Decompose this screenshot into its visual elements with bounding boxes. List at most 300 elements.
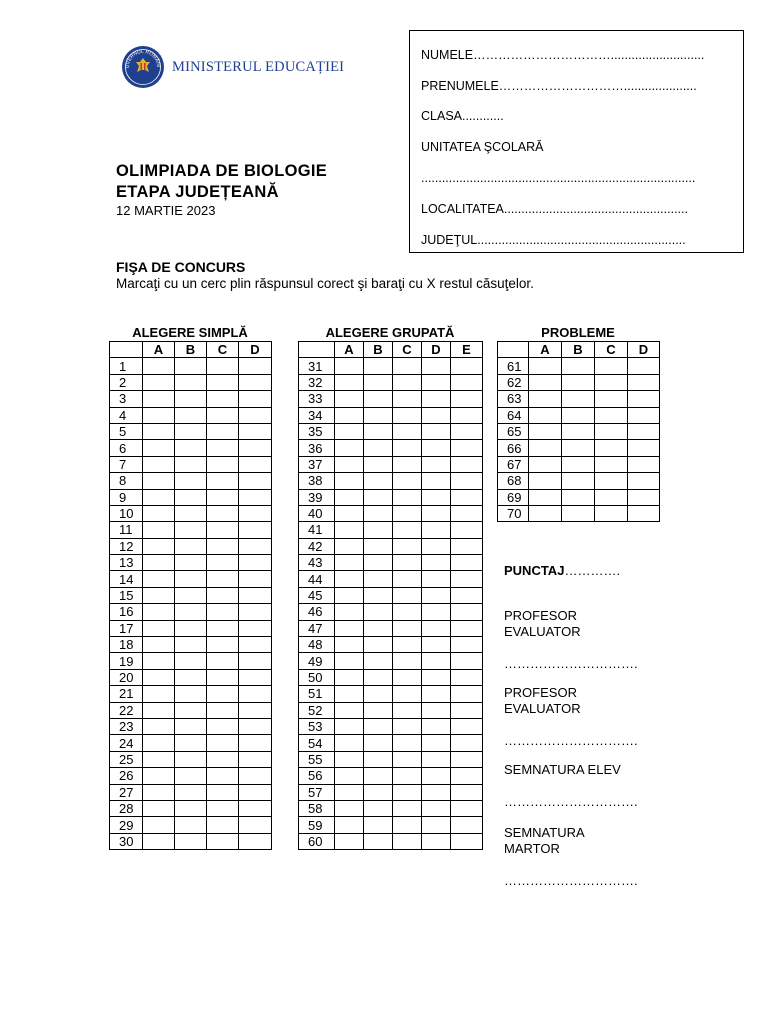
answer-cell-a[interactable]	[143, 604, 175, 620]
answer-cell-d[interactable]	[422, 391, 451, 407]
answer-cell-e[interactable]	[451, 505, 483, 521]
answer-cell-d[interactable]	[422, 473, 451, 489]
answer-cell-c[interactable]	[393, 440, 422, 456]
answer-cell-d[interactable]	[422, 440, 451, 456]
answer-cell-d[interactable]	[422, 407, 451, 423]
answer-cell-e[interactable]	[451, 653, 483, 669]
answer-cell-b[interactable]	[562, 391, 595, 407]
answer-cell-b[interactable]	[562, 374, 595, 390]
answer-cell-c[interactable]	[595, 505, 628, 521]
answer-cell-b[interactable]	[364, 489, 393, 505]
answer-cell-b[interactable]	[364, 800, 393, 816]
answer-cell-d[interactable]	[628, 407, 660, 423]
answer-cell-c[interactable]	[207, 669, 239, 685]
answer-cell-e[interactable]	[451, 489, 483, 505]
answer-cell-e[interactable]	[451, 555, 483, 571]
answer-cell-d[interactable]	[628, 423, 660, 439]
answer-cell-d[interactable]	[422, 456, 451, 472]
answer-cell-c[interactable]	[393, 768, 422, 784]
answer-cell-d[interactable]	[239, 604, 272, 620]
answer-cell-b[interactable]	[364, 407, 393, 423]
answer-cell-a[interactable]	[335, 833, 364, 849]
answer-cell-d[interactable]	[422, 784, 451, 800]
answer-cell-e[interactable]	[451, 800, 483, 816]
answer-cell-b[interactable]	[175, 637, 207, 653]
answer-cell-c[interactable]	[393, 555, 422, 571]
answer-cell-a[interactable]	[335, 374, 364, 390]
prof1-signature[interactable]: ………………………….	[504, 656, 638, 671]
answer-cell-b[interactable]	[175, 423, 207, 439]
answer-cell-a[interactable]	[335, 587, 364, 603]
answer-cell-e[interactable]	[451, 604, 483, 620]
answer-cell-b[interactable]	[364, 833, 393, 849]
answer-cell-c[interactable]	[207, 653, 239, 669]
answer-cell-d[interactable]	[239, 784, 272, 800]
answer-cell-e[interactable]	[451, 686, 483, 702]
answer-cell-c[interactable]	[393, 702, 422, 718]
answer-cell-b[interactable]	[175, 833, 207, 849]
answer-cell-e[interactable]	[451, 735, 483, 751]
answer-cell-d[interactable]	[422, 637, 451, 653]
answer-cell-c[interactable]	[393, 653, 422, 669]
answer-cell-d[interactable]	[422, 571, 451, 587]
answer-cell-c[interactable]	[393, 473, 422, 489]
answer-cell-e[interactable]	[451, 702, 483, 718]
answer-cell-a[interactable]	[335, 620, 364, 636]
answer-cell-c[interactable]	[207, 587, 239, 603]
answer-cell-a[interactable]	[335, 505, 364, 521]
answer-cell-c[interactable]	[207, 473, 239, 489]
prof2-signature[interactable]: ………………………….	[504, 733, 638, 748]
answer-cell-a[interactable]	[143, 653, 175, 669]
answer-cell-c[interactable]	[393, 538, 422, 554]
answer-cell-d[interactable]	[239, 391, 272, 407]
answer-cell-c[interactable]	[595, 358, 628, 374]
answer-cell-d[interactable]	[628, 391, 660, 407]
answer-cell-b[interactable]	[175, 587, 207, 603]
answer-cell-d[interactable]	[422, 686, 451, 702]
answer-cell-b[interactable]	[364, 604, 393, 620]
answer-cell-e[interactable]	[451, 538, 483, 554]
answer-cell-b[interactable]	[175, 489, 207, 505]
answer-cell-a[interactable]	[143, 473, 175, 489]
answer-cell-c[interactable]	[207, 538, 239, 554]
answer-cell-b[interactable]	[175, 669, 207, 685]
answer-cell-c[interactable]	[393, 571, 422, 587]
answer-cell-b[interactable]	[175, 505, 207, 521]
answer-cell-a[interactable]	[335, 440, 364, 456]
answer-cell-d[interactable]	[422, 669, 451, 685]
answer-cell-b[interactable]	[364, 587, 393, 603]
answer-cell-a[interactable]	[143, 505, 175, 521]
answer-cell-c[interactable]	[595, 407, 628, 423]
answer-cell-a[interactable]	[335, 489, 364, 505]
answer-cell-b[interactable]	[364, 817, 393, 833]
answer-cell-d[interactable]	[239, 669, 272, 685]
answer-cell-c[interactable]	[393, 489, 422, 505]
answer-cell-a[interactable]	[143, 440, 175, 456]
answer-cell-b[interactable]	[364, 538, 393, 554]
answer-cell-b[interactable]	[175, 800, 207, 816]
answer-cell-e[interactable]	[451, 440, 483, 456]
answer-cell-b[interactable]	[175, 538, 207, 554]
answer-cell-a[interactable]	[335, 702, 364, 718]
answer-cell-c[interactable]	[207, 833, 239, 849]
answer-cell-a[interactable]	[335, 637, 364, 653]
answer-cell-d[interactable]	[422, 751, 451, 767]
answer-cell-d[interactable]	[422, 423, 451, 439]
answer-cell-b[interactable]	[364, 456, 393, 472]
answer-cell-b[interactable]	[562, 489, 595, 505]
answer-cell-a[interactable]	[529, 358, 562, 374]
answer-cell-c[interactable]	[207, 784, 239, 800]
answer-cell-c[interactable]	[207, 358, 239, 374]
answer-cell-a[interactable]	[335, 735, 364, 751]
answer-cell-e[interactable]	[451, 718, 483, 734]
answer-cell-b[interactable]	[175, 391, 207, 407]
answer-cell-c[interactable]	[393, 751, 422, 767]
answer-cell-c[interactable]	[595, 473, 628, 489]
answer-cell-a[interactable]	[143, 538, 175, 554]
answer-cell-b[interactable]	[364, 669, 393, 685]
answer-cell-d[interactable]	[422, 817, 451, 833]
answer-cell-b[interactable]	[175, 735, 207, 751]
answer-cell-b[interactable]	[175, 358, 207, 374]
answer-cell-d[interactable]	[239, 538, 272, 554]
answer-cell-d[interactable]	[422, 604, 451, 620]
answer-cell-c[interactable]	[393, 407, 422, 423]
answer-cell-b[interactable]	[364, 473, 393, 489]
answer-cell-c[interactable]	[393, 456, 422, 472]
answer-cell-b[interactable]	[364, 784, 393, 800]
answer-cell-c[interactable]	[207, 817, 239, 833]
answer-cell-e[interactable]	[451, 456, 483, 472]
answer-cell-c[interactable]	[393, 718, 422, 734]
answer-cell-b[interactable]	[364, 735, 393, 751]
answer-cell-a[interactable]	[529, 391, 562, 407]
answer-cell-d[interactable]	[239, 489, 272, 505]
answer-cell-c[interactable]	[207, 718, 239, 734]
answer-cell-d[interactable]	[239, 702, 272, 718]
answer-cell-b[interactable]	[175, 653, 207, 669]
field-localitatea[interactable]: LOCALITATEA.....................................................	[421, 202, 688, 216]
answer-cell-b[interactable]	[364, 751, 393, 767]
answer-cell-c[interactable]	[207, 620, 239, 636]
answer-cell-b[interactable]	[175, 407, 207, 423]
answer-cell-e[interactable]	[451, 407, 483, 423]
answer-cell-c[interactable]	[393, 669, 422, 685]
answer-cell-b[interactable]	[175, 751, 207, 767]
answer-cell-d[interactable]	[422, 538, 451, 554]
answer-cell-d[interactable]	[239, 620, 272, 636]
answer-cell-d[interactable]	[422, 587, 451, 603]
answer-cell-e[interactable]	[451, 374, 483, 390]
answer-cell-d[interactable]	[628, 489, 660, 505]
answer-cell-c[interactable]	[207, 768, 239, 784]
answer-cell-b[interactable]	[175, 784, 207, 800]
answer-cell-d[interactable]	[239, 571, 272, 587]
answer-cell-c[interactable]	[393, 587, 422, 603]
answer-cell-a[interactable]	[335, 473, 364, 489]
answer-cell-a[interactable]	[335, 768, 364, 784]
answer-cell-c[interactable]	[207, 686, 239, 702]
answer-cell-b[interactable]	[562, 423, 595, 439]
answer-cell-c[interactable]	[393, 522, 422, 538]
answer-cell-c[interactable]	[393, 604, 422, 620]
answer-cell-b[interactable]	[175, 620, 207, 636]
answer-cell-a[interactable]	[143, 637, 175, 653]
answer-cell-c[interactable]	[393, 817, 422, 833]
answer-cell-c[interactable]	[393, 505, 422, 521]
answer-cell-c[interactable]	[207, 489, 239, 505]
answer-cell-a[interactable]	[335, 358, 364, 374]
answer-cell-a[interactable]	[143, 669, 175, 685]
answer-cell-d[interactable]	[628, 440, 660, 456]
answer-cell-d[interactable]	[422, 374, 451, 390]
answer-cell-b[interactable]	[364, 358, 393, 374]
answer-cell-a[interactable]	[529, 489, 562, 505]
answer-cell-c[interactable]	[393, 800, 422, 816]
answer-cell-c[interactable]	[595, 391, 628, 407]
answer-cell-d[interactable]	[422, 833, 451, 849]
answer-cell-c[interactable]	[207, 800, 239, 816]
answer-cell-a[interactable]	[335, 538, 364, 554]
answer-cell-b[interactable]	[562, 358, 595, 374]
answer-cell-e[interactable]	[451, 833, 483, 849]
answer-cell-c[interactable]	[207, 522, 239, 538]
answer-cell-b[interactable]	[364, 637, 393, 653]
answer-cell-c[interactable]	[207, 407, 239, 423]
answer-cell-a[interactable]	[143, 718, 175, 734]
answer-cell-d[interactable]	[239, 440, 272, 456]
answer-cell-b[interactable]	[175, 768, 207, 784]
answer-cell-a[interactable]	[335, 817, 364, 833]
answer-cell-a[interactable]	[335, 423, 364, 439]
answer-cell-a[interactable]	[335, 391, 364, 407]
answer-cell-d[interactable]	[422, 522, 451, 538]
answer-cell-a[interactable]	[529, 456, 562, 472]
answer-cell-c[interactable]	[393, 374, 422, 390]
answer-cell-a[interactable]	[143, 587, 175, 603]
answer-cell-e[interactable]	[451, 637, 483, 653]
answer-cell-d[interactable]	[239, 718, 272, 734]
answer-cell-d[interactable]	[422, 489, 451, 505]
answer-cell-a[interactable]	[335, 653, 364, 669]
answer-cell-a[interactable]	[143, 800, 175, 816]
answer-cell-b[interactable]	[364, 653, 393, 669]
answer-cell-a[interactable]	[335, 555, 364, 571]
answer-cell-a[interactable]	[143, 522, 175, 538]
answer-cell-e[interactable]	[451, 620, 483, 636]
answer-cell-d[interactable]	[239, 833, 272, 849]
answer-cell-d[interactable]	[239, 423, 272, 439]
answer-cell-a[interactable]	[529, 505, 562, 521]
answer-cell-a[interactable]	[529, 407, 562, 423]
answer-cell-c[interactable]	[393, 637, 422, 653]
answer-cell-a[interactable]	[529, 374, 562, 390]
answer-cell-d[interactable]	[239, 800, 272, 816]
answer-cell-c[interactable]	[393, 620, 422, 636]
field-judetul[interactable]: JUDEŢUL............................................................	[421, 233, 686, 247]
answer-cell-a[interactable]	[335, 571, 364, 587]
answer-cell-c[interactable]	[207, 735, 239, 751]
answer-cell-c[interactable]	[207, 391, 239, 407]
answer-cell-d[interactable]	[239, 456, 272, 472]
answer-cell-b[interactable]	[175, 604, 207, 620]
answer-cell-b[interactable]	[175, 374, 207, 390]
answer-cell-d[interactable]	[422, 358, 451, 374]
answer-cell-b[interactable]	[175, 571, 207, 587]
answer-cell-b[interactable]	[175, 473, 207, 489]
answer-cell-d[interactable]	[422, 555, 451, 571]
answer-cell-c[interactable]	[595, 423, 628, 439]
answer-cell-d[interactable]	[422, 620, 451, 636]
answer-cell-b[interactable]	[364, 555, 393, 571]
answer-cell-a[interactable]	[335, 718, 364, 734]
answer-cell-c[interactable]	[393, 358, 422, 374]
field-unitatea[interactable]: ...............................................................................	[421, 171, 696, 185]
answer-cell-d[interactable]	[422, 702, 451, 718]
answer-cell-d[interactable]	[422, 505, 451, 521]
answer-cell-b[interactable]	[364, 718, 393, 734]
answer-cell-a[interactable]	[335, 751, 364, 767]
answer-cell-a[interactable]	[143, 391, 175, 407]
answer-cell-c[interactable]	[595, 374, 628, 390]
answer-cell-c[interactable]	[393, 423, 422, 439]
answer-cell-a[interactable]	[143, 784, 175, 800]
answer-cell-a[interactable]	[335, 604, 364, 620]
answer-cell-e[interactable]	[451, 784, 483, 800]
answer-cell-d[interactable]	[422, 800, 451, 816]
answer-cell-d[interactable]	[422, 718, 451, 734]
answer-cell-a[interactable]	[143, 833, 175, 849]
answer-cell-b[interactable]	[364, 423, 393, 439]
answer-cell-b[interactable]	[562, 473, 595, 489]
answer-cell-b[interactable]	[364, 505, 393, 521]
answer-cell-c[interactable]	[207, 637, 239, 653]
answer-cell-d[interactable]	[628, 456, 660, 472]
field-prenumele[interactable]: PRENUMELE………………………….....................	[421, 79, 697, 93]
answer-cell-c[interactable]	[207, 555, 239, 571]
answer-cell-a[interactable]	[335, 669, 364, 685]
answer-cell-b[interactable]	[364, 768, 393, 784]
answer-cell-a[interactable]	[529, 440, 562, 456]
answer-cell-a[interactable]	[335, 686, 364, 702]
answer-cell-b[interactable]	[364, 571, 393, 587]
answer-cell-b[interactable]	[175, 718, 207, 734]
answer-cell-b[interactable]	[364, 391, 393, 407]
answer-cell-d[interactable]	[239, 587, 272, 603]
answer-cell-d[interactable]	[239, 817, 272, 833]
answer-cell-b[interactable]	[364, 522, 393, 538]
answer-cell-a[interactable]	[335, 800, 364, 816]
answer-cell-b[interactable]	[175, 555, 207, 571]
answer-cell-e[interactable]	[451, 751, 483, 767]
answer-cell-c[interactable]	[207, 751, 239, 767]
answer-cell-a[interactable]	[143, 751, 175, 767]
answer-cell-a[interactable]	[143, 702, 175, 718]
answer-cell-d[interactable]	[239, 751, 272, 767]
answer-cell-e[interactable]	[451, 587, 483, 603]
answer-cell-c[interactable]	[207, 505, 239, 521]
answer-cell-d[interactable]	[239, 374, 272, 390]
answer-cell-e[interactable]	[451, 391, 483, 407]
answer-cell-a[interactable]	[143, 768, 175, 784]
answer-cell-a[interactable]	[143, 620, 175, 636]
answer-cell-b[interactable]	[175, 686, 207, 702]
answer-cell-c[interactable]	[393, 784, 422, 800]
answer-cell-c[interactable]	[207, 423, 239, 439]
answer-cell-d[interactable]	[239, 653, 272, 669]
answer-cell-b[interactable]	[364, 440, 393, 456]
answer-cell-d[interactable]	[239, 473, 272, 489]
answer-cell-a[interactable]	[143, 571, 175, 587]
answer-cell-e[interactable]	[451, 522, 483, 538]
answer-cell-b[interactable]	[175, 440, 207, 456]
answer-cell-d[interactable]	[422, 735, 451, 751]
answer-cell-d[interactable]	[239, 637, 272, 653]
elev-signature[interactable]: ………………………….	[504, 794, 638, 809]
answer-cell-d[interactable]	[239, 505, 272, 521]
answer-cell-e[interactable]	[451, 358, 483, 374]
answer-cell-b[interactable]	[175, 522, 207, 538]
answer-cell-b[interactable]	[175, 702, 207, 718]
field-clasa[interactable]: CLASA............	[421, 109, 504, 123]
answer-cell-d[interactable]	[239, 686, 272, 702]
answer-cell-d[interactable]	[628, 505, 660, 521]
answer-cell-d[interactable]	[239, 768, 272, 784]
answer-cell-a[interactable]	[143, 423, 175, 439]
answer-cell-d[interactable]	[422, 653, 451, 669]
answer-cell-a[interactable]	[143, 555, 175, 571]
answer-cell-b[interactable]	[562, 456, 595, 472]
answer-cell-a[interactable]	[143, 407, 175, 423]
answer-cell-c[interactable]	[393, 686, 422, 702]
answer-cell-c[interactable]	[207, 440, 239, 456]
answer-cell-a[interactable]	[143, 735, 175, 751]
answer-cell-a[interactable]	[529, 473, 562, 489]
answer-cell-b[interactable]	[364, 686, 393, 702]
answer-cell-e[interactable]	[451, 571, 483, 587]
answer-cell-b[interactable]	[562, 407, 595, 423]
answer-cell-c[interactable]	[595, 440, 628, 456]
answer-cell-b[interactable]	[175, 817, 207, 833]
answer-cell-c[interactable]	[207, 702, 239, 718]
answer-cell-a[interactable]	[335, 522, 364, 538]
answer-cell-d[interactable]	[239, 358, 272, 374]
field-numele[interactable]: NUMELE……………………………...........................	[421, 48, 705, 62]
answer-cell-b[interactable]	[364, 620, 393, 636]
answer-cell-c[interactable]	[393, 391, 422, 407]
answer-cell-d[interactable]	[628, 358, 660, 374]
martor-signature[interactable]: ………………………….	[504, 873, 638, 888]
answer-cell-a[interactable]	[143, 489, 175, 505]
answer-cell-c[interactable]	[207, 604, 239, 620]
answer-cell-c[interactable]	[393, 833, 422, 849]
answer-cell-d[interactable]	[628, 374, 660, 390]
answer-cell-e[interactable]	[451, 423, 483, 439]
answer-cell-a[interactable]	[143, 456, 175, 472]
answer-cell-b[interactable]	[562, 505, 595, 521]
answer-cell-d[interactable]	[239, 555, 272, 571]
answer-cell-d[interactable]	[239, 735, 272, 751]
answer-cell-a[interactable]	[335, 456, 364, 472]
answer-cell-c[interactable]	[595, 456, 628, 472]
answer-cell-a[interactable]	[529, 423, 562, 439]
answer-cell-b[interactable]	[562, 440, 595, 456]
answer-cell-c[interactable]	[207, 571, 239, 587]
answer-cell-e[interactable]	[451, 473, 483, 489]
